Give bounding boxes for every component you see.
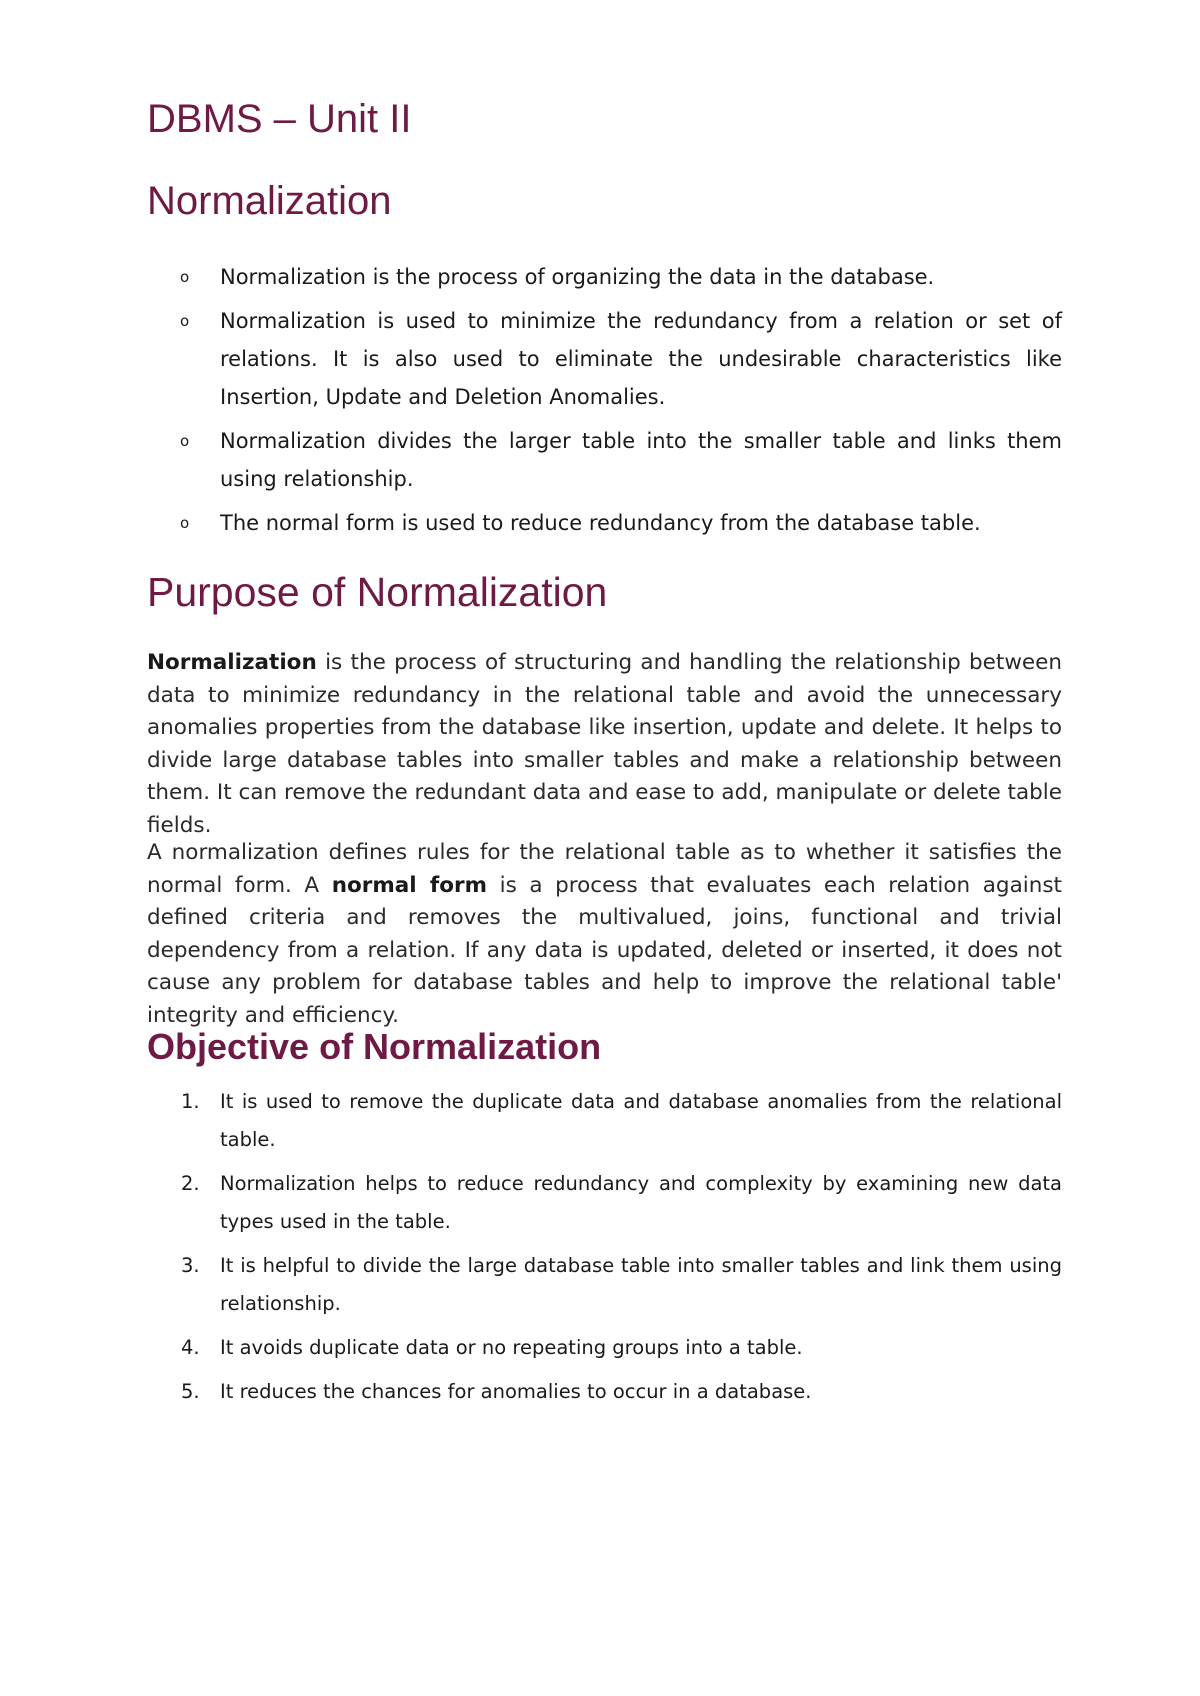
list-item-text: The normal form is used to reduce redundancy from the database table. bbox=[220, 511, 981, 535]
list-item bbox=[147, 422, 1062, 498]
objective-numbered-list bbox=[147, 1083, 1062, 1417]
list-item-text: It avoids duplicate data or no repeating groups into a table. bbox=[220, 1336, 803, 1359]
paragraph-text: is a process that evaluates each relation against defined criteria and removes the multivalued, joins, functional and trivial dependency from a relation. If any data is updated, deleted or inserted, it does not cause any problem for database tables and help to improve the relational table' integrity and efficiency. bbox=[147, 872, 1062, 1028]
list-number: 2. bbox=[181, 1172, 200, 1195]
circle-bullet-icon: o bbox=[180, 312, 190, 330]
list-item bbox=[147, 258, 1062, 296]
list-item bbox=[147, 1083, 1062, 1159]
circle-bullet-icon: o bbox=[180, 514, 190, 532]
normalization-bullet-list bbox=[147, 258, 1062, 548]
list-item bbox=[147, 1247, 1062, 1323]
list-number: 1. bbox=[181, 1090, 200, 1113]
list-number: 5. bbox=[181, 1380, 200, 1403]
list-item-text: Normalization helps to reduce redundancy and complexity by examining new data types used in the table. bbox=[220, 1172, 1062, 1233]
section-heading-objective: Objective of Normalization bbox=[147, 1026, 602, 1067]
list-item-text: Normalization is the process of organizing the data in the database. bbox=[220, 265, 935, 289]
list-item-text: It reduces the chances for anomalies to occur in a database. bbox=[220, 1380, 812, 1403]
purpose-paragraph-1 bbox=[147, 647, 1062, 842]
list-number: 3. bbox=[181, 1254, 200, 1277]
section-heading-normalization: Normalization bbox=[147, 179, 392, 223]
paragraph-text: is the process of structuring and handling the relationship between data to minimize redundancy in the relational table and avoid the unnecessary anomalies properties from the database like insertion, update and delete. It helps to divide large database tables into smaller tables and make a relationship between them. It can remove the redundant data and ease to add, manipulate or delete table fields. bbox=[147, 650, 1063, 838]
circle-bullet-icon: o bbox=[180, 432, 190, 450]
circle-bullet-icon: o bbox=[180, 268, 190, 286]
list-item bbox=[147, 1165, 1062, 1241]
document-title: DBMS – Unit II bbox=[147, 97, 412, 141]
list-item-text: It is helpful to divide the large database table into smaller tables and link them using relationship. bbox=[220, 1254, 1062, 1315]
purpose-paragraph-2 bbox=[147, 837, 1062, 1032]
list-item-text: Normalization is used to minimize the redundancy from a relation or set of relations. It is also used to eliminate the undesirable characteristics like Insertion, Update and Deletion Anomalies. bbox=[220, 309, 1062, 409]
list-item bbox=[147, 302, 1062, 416]
bold-term-normal-form: normal form bbox=[331, 872, 488, 898]
list-item bbox=[147, 1373, 1062, 1411]
list-item bbox=[147, 1329, 1062, 1367]
list-item-text: It is used to remove the duplicate data and database anomalies from the relational table. bbox=[220, 1090, 1062, 1151]
list-item-text: Normalization divides the larger table into the smaller table and links them using relationship. bbox=[220, 429, 1062, 491]
section-heading-purpose: Purpose of Normalization bbox=[147, 569, 608, 615]
list-number: 4. bbox=[181, 1336, 200, 1359]
bold-term-normalization: Normalization bbox=[147, 650, 317, 675]
list-item bbox=[147, 504, 1062, 542]
paragraph-text: A normalization defines rules for the relational table as to whether it satisfies the normal form. A bbox=[147, 840, 1062, 898]
